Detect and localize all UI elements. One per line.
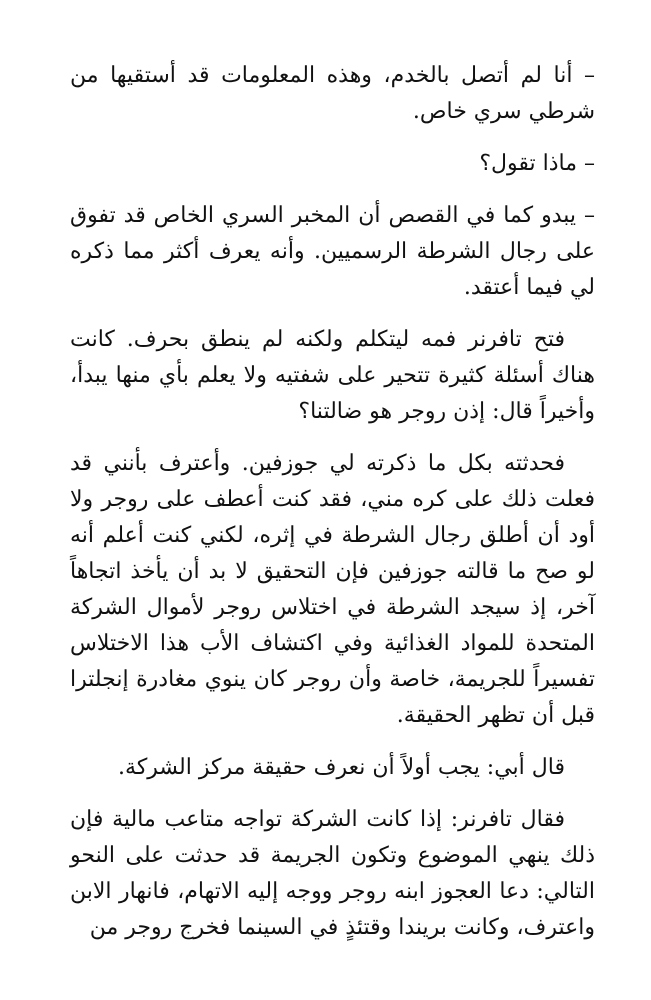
paragraph-3: – يبدو كما في القصص أن المخبر السري الخاص قد تفوق على رجال الشرطة الرسميين. وأنه يعرف أكثر مما ذكره لي فيما أعتقد.: [70, 203, 595, 300]
paragraph-2: – ماذا تقول؟: [479, 151, 595, 176]
paragraph-1: – أنا لم أتصل بالخدم، وهذه المعلومات قد أستقيها من شرطي سري خاص.: [70, 63, 595, 124]
paragraph-7: فقال تافرنر: إذا كانت الشركة تواجه متاعب مالية فإن ذلك ينهي الموضوع وتكون الجريمة قد حدثت على النحو التالي: دعا العجوز ابنه روجر ووجه إليه الاتهام، فانهار الابن واعترف، وكانت بريندا وقتئذٍ في السينما فخرج روجر من: [70, 807, 595, 940]
paragraph-5: فحدثته بكل ما ذكرته لي جوزفين. وأعترف بأنني قد فعلت ذلك على كره مني، فقد كنت أعطف على روجر ولا أود أن أطلق رجال الشرطة في إثره، لكني كنت أعلم أنه لو صح ما قالته جوزفين فإن التحقيق لا بد أن يأخذ اتجاهاً آخر، إذ سيجد الشرطة في اختلاس روجر لأموال الشركة المتحدة للمواد الغذائية وفي اكتشاف الأب هذا الاختلاس تفسيراً للجريمة، خاصة وأن روجر كان ينوي مغادرة إنجلترا قبل أن تظهر الحقيقة.: [70, 451, 595, 728]
paragraph-6: قال أبي: يجب أولاً أن نعرف حقيقة مركز الشركة.: [118, 755, 565, 780]
paragraph-4: فتح تافرنر فمه ليتكلم ولكنه لم ينطق بحرف. كانت هناك أسئلة كثيرة تتحير على شفتيه ولا يعلم بأي منها يبدأ، وأخيراً قال: إذن روجر هو ضالتنا؟: [70, 327, 595, 424]
